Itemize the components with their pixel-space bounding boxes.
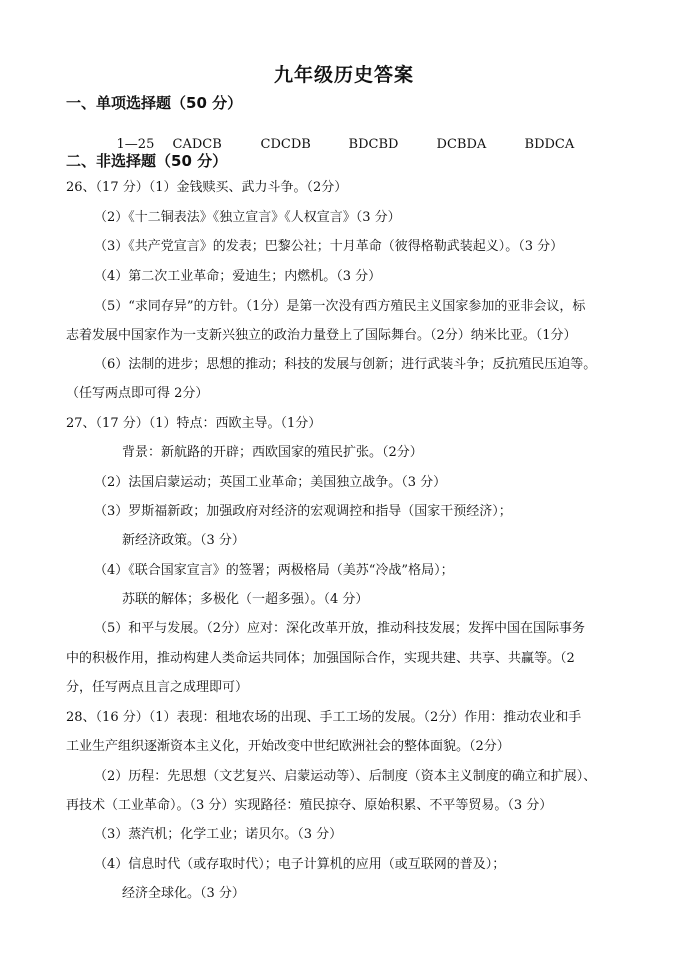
page-title: 九年级历史答案 — [273, 64, 414, 86]
answer-line: （2）《十二铜表法》《独立宣言》《人权宣言》（3 分） — [94, 210, 401, 225]
answer-line: （4）《联合国家宣言》的签署；两极格局（美苏“冷战”格局）； — [94, 563, 454, 578]
answer-line: 分，任写两点且言之成理即可） — [66, 680, 249, 695]
answer-line: （3）《共产党宣言》的发表；巴黎公社；十月革命（彼得格勒武装起义）。（3 分） — [94, 239, 564, 254]
answer-line: 28、（16 分）（1）表现：租地农场的出现、手工工场的发展。（2分）作用：推动农业和手 — [66, 710, 582, 725]
answer-line: （2）历程：先思想（文艺复兴、启蒙运动等）、后制度（资本主义制度的确立和扩展）、 — [94, 769, 597, 784]
answer-line: （4）第二次工业革命；爱迪生；内燃机。（3 分） — [94, 269, 382, 284]
answer-line: 工业生产组织逐渐资本主义化，开始改变中世纪欧洲社会的整体面貌。（2分） — [66, 739, 510, 754]
answer-group-3: BDCBD — [348, 137, 399, 152]
answer-line: 苏联的解体；多极化（一超多强）。（4 分） — [122, 592, 369, 607]
answer-group-5: BDDCA — [524, 137, 575, 152]
answer-line: 志着发展中国家作为一支新兴独立的政治力量登上了国际舞台。（2分）纳米比亚。（1分） — [66, 328, 577, 343]
answer-line: （6）法制的进步；思想的推动；科技的发展与创新；进行武装斗争；反抗殖民压迫等。 — [94, 357, 597, 372]
answer-line: 27、（17 分）（1）特点：西欧主导。（1分） — [66, 416, 322, 431]
section1-heading: 一、单项选择题（50 分） — [66, 94, 243, 112]
answer-line: 再技术（工业革命）。（3 分）实现路径：殖民掠夺、原始积累、不平等贸易。（3 分） — [66, 798, 553, 813]
answer-line: （3）蒸汽机；化学工业；诺贝尔。（3 分） — [94, 827, 343, 842]
answer-line: 新经济政策。（3 分） — [122, 533, 245, 548]
answer-line: （2）法国启蒙运动；英国工业革命；美国独立战争。（3 分） — [94, 475, 447, 490]
answer-line: （4）信息时代（或存取时代）；电子计算机的应用（或互联网的普及）； — [94, 857, 506, 872]
answer-line: 26、（17 分）（1）金钱赎买、武力斗争。（2分） — [66, 180, 348, 195]
answer-line: 背景：新航路的开辟；西欧国家的殖民扩张。（2分） — [122, 445, 423, 460]
answer-line: （5）“求同存异”的方针。（1分）是第一次没有西方殖民主义国家参加的亚非会议，标 — [94, 299, 586, 314]
answer-group-1: CADCB — [172, 137, 222, 152]
answer-group-4: DCBDA — [436, 137, 487, 152]
answer-group-2: CDCDB — [260, 137, 311, 152]
answer-line: 中的积极作用，推动构建人类命运共同体；加强国际合作，实现共建、共享、共赢等。（2 — [66, 651, 575, 666]
answer-line: （5）和平与发展。（2分）应对：深化改革开放，推动科技发展；发挥中国在国际事务 — [94, 621, 586, 636]
answer-range: 1—25 — [116, 137, 155, 152]
answer-line: 经济全球化。（3 分） — [122, 886, 245, 901]
answer-line: （任写两点即可得 2分） — [66, 386, 209, 401]
section2-heading: 二、非选择题（50 分） — [66, 152, 228, 170]
answer-line: （3）罗斯福新政；加强政府对经济的宏观调控和指导（国家干预经济）； — [94, 504, 512, 519]
